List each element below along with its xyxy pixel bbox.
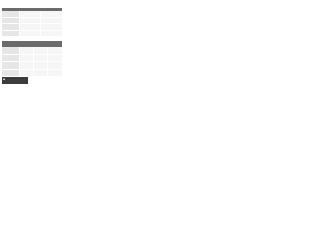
table-cell (20, 62, 34, 69)
section-title (2, 4, 42, 7)
note-paragraph (30, 77, 62, 84)
data-table (2, 8, 62, 33)
row-label (2, 62, 20, 69)
table-row (2, 55, 62, 63)
row-label (2, 18, 20, 24)
table-cell (48, 55, 62, 62)
table-cell (34, 62, 48, 69)
row-label (2, 70, 20, 77)
table-cell (48, 47, 62, 54)
table-cell (41, 18, 62, 24)
note-box-text (6, 78, 27, 83)
table-cell (41, 11, 62, 17)
table-cell (20, 70, 34, 77)
warning-icon (3, 78, 5, 80)
table-cell (34, 70, 48, 77)
table-cell (41, 31, 62, 37)
table-cell (34, 47, 48, 54)
section-title (2, 37, 42, 40)
table-cell (20, 47, 34, 54)
row-label (2, 31, 20, 37)
table-cell (48, 70, 62, 77)
data-table (2, 41, 62, 73)
row-label (2, 24, 20, 30)
note-box (2, 77, 28, 84)
table-cell (20, 55, 34, 62)
row-label (2, 11, 20, 17)
table-cell (48, 62, 62, 69)
table-row (2, 62, 62, 70)
table-cell (20, 18, 41, 24)
table-cell (20, 24, 41, 30)
table-row (2, 70, 62, 78)
row-label (2, 55, 20, 62)
table-row (2, 47, 62, 55)
table-cell (20, 31, 41, 37)
row-label (2, 47, 20, 54)
table-cell (41, 24, 62, 30)
table-cell (20, 11, 41, 17)
table-cell (34, 55, 48, 62)
